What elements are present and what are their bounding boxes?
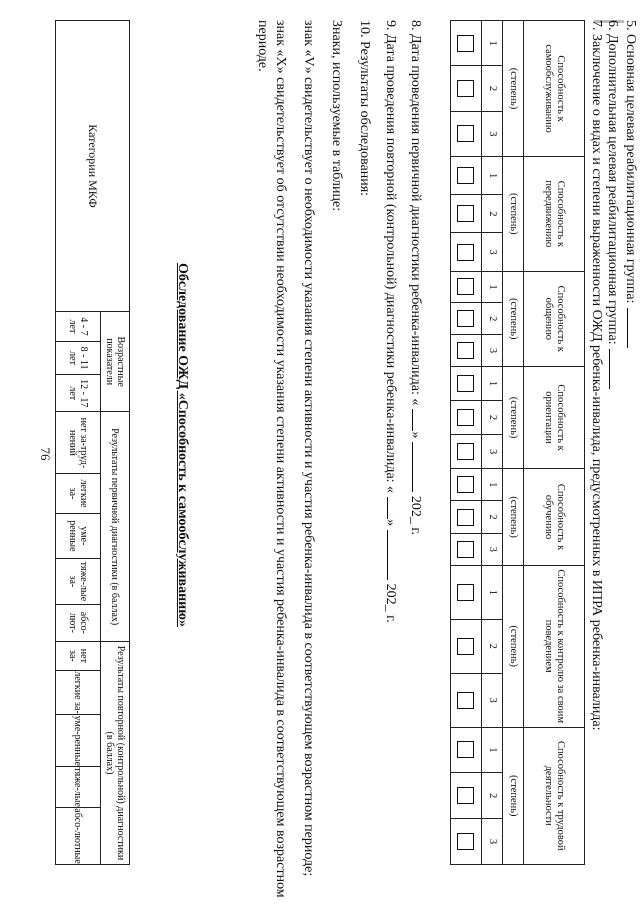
item-8-day-blank[interactable] bbox=[412, 409, 425, 431]
score-col-repeat: уме-ренные bbox=[56, 715, 101, 767]
degree-label: (степень) bbox=[503, 727, 524, 864]
abilities-table bbox=[450, 20, 585, 865]
degree-2: 2 bbox=[482, 773, 503, 819]
sign-x-cont: периоде. bbox=[255, 20, 270, 72]
col-communication: Способность к общению bbox=[524, 271, 585, 366]
checkbox-cell bbox=[451, 819, 482, 865]
degree-3: 3 bbox=[482, 111, 503, 156]
checkbox-cell bbox=[451, 195, 482, 233]
score-col: тяже-лые за- bbox=[56, 559, 101, 605]
col-self-care: Способность к самообслуживанию bbox=[524, 21, 585, 157]
checkbox-cell bbox=[451, 435, 482, 469]
checkbox[interactable] bbox=[458, 375, 475, 392]
item-9-quote: » bbox=[383, 519, 398, 527]
checkbox-cell bbox=[451, 157, 482, 195]
checkbox-cell bbox=[451, 366, 482, 400]
item-9 bbox=[382, 20, 400, 623]
item-8-text: 8. Дата проведения первичной диагностики ребенка-инвалида: « bbox=[408, 20, 423, 406]
degree-1: 1 bbox=[482, 21, 503, 66]
age-col: 8 - 11 лет bbox=[56, 341, 101, 374]
checkbox[interactable] bbox=[458, 692, 475, 709]
degree-3: 3 bbox=[482, 435, 503, 469]
survey-table bbox=[55, 20, 130, 865]
degree-label: (степень) bbox=[503, 469, 524, 566]
item-5 bbox=[622, 20, 640, 348]
degree-1: 1 bbox=[482, 565, 503, 619]
score-col: абсо-лют- bbox=[56, 604, 101, 641]
checkbox[interactable] bbox=[458, 342, 475, 359]
degree-1: 1 bbox=[482, 727, 503, 773]
col-work: Способность к трудовой деятельности bbox=[524, 727, 585, 864]
checkbox-cell bbox=[451, 21, 482, 66]
checkbox[interactable] bbox=[458, 244, 475, 261]
degree-2: 2 bbox=[482, 303, 503, 335]
item-6-blank[interactable] bbox=[609, 349, 622, 389]
col-behaviour: Способность к контролю за своим поведением bbox=[524, 565, 585, 727]
sign-v-text: знак «V» свидетельствует о необходимости указания степени активности и участия ребенка-инвалида в соответствующем возрастном периоде; bbox=[301, 20, 316, 877]
checkbox-cell bbox=[451, 271, 482, 303]
degree-2: 2 bbox=[482, 195, 503, 233]
rotated-document bbox=[0, 20, 640, 898]
degree-3: 3 bbox=[482, 819, 503, 865]
degree-3: 3 bbox=[482, 233, 503, 271]
primary-header: Результаты первичной диагностики (в баллах) bbox=[101, 412, 130, 642]
item-5-text: 5. Основная целевая реабилитационная группа: bbox=[623, 20, 638, 304]
checkbox[interactable] bbox=[458, 638, 475, 655]
checkbox-cell bbox=[451, 727, 482, 773]
score-col-repeat: нет за- bbox=[56, 641, 101, 670]
checkbox-cell bbox=[451, 335, 482, 367]
degree-label: (степень) bbox=[503, 157, 524, 272]
checkbox[interactable] bbox=[458, 787, 475, 804]
page-number: 76 bbox=[38, 447, 53, 461]
checkbox-cell bbox=[451, 401, 482, 435]
checkbox-cell bbox=[451, 111, 482, 156]
item-9-day-blank[interactable] bbox=[387, 497, 400, 519]
degree-3: 3 bbox=[482, 335, 503, 367]
category-header: Категории МКФ bbox=[56, 21, 130, 312]
degree-2: 2 bbox=[482, 501, 503, 533]
col-learning: Способность к обучению bbox=[524, 469, 585, 566]
item-8 bbox=[407, 20, 425, 535]
age-col: 4 - 7 лет bbox=[56, 312, 101, 342]
checkbox[interactable] bbox=[458, 167, 475, 184]
degree-1: 1 bbox=[482, 271, 503, 303]
checkbox-cell bbox=[451, 619, 482, 673]
score-col: нет за-труд-нений bbox=[56, 412, 101, 474]
checkbox[interactable] bbox=[458, 541, 475, 558]
checkbox-cell bbox=[451, 233, 482, 271]
score-col: легкие за- bbox=[56, 474, 101, 513]
checkbox[interactable] bbox=[458, 833, 475, 850]
degree-2: 2 bbox=[482, 619, 503, 673]
degree-2: 2 bbox=[482, 401, 503, 435]
checkbox[interactable] bbox=[458, 409, 475, 426]
checkbox[interactable] bbox=[458, 584, 475, 601]
checkbox-cell bbox=[451, 501, 482, 533]
checkbox[interactable] bbox=[458, 125, 475, 142]
col-orientation: Способность к ориентации bbox=[524, 366, 585, 468]
checkbox[interactable] bbox=[458, 205, 475, 222]
item-10: 10. Результаты обследования: bbox=[357, 20, 372, 197]
repeat-header: Результаты повторной (контрольной) диагностики (в баллах) bbox=[101, 641, 130, 864]
score-col-repeat: легкие за- bbox=[56, 670, 101, 715]
item-8-month-blank[interactable] bbox=[412, 442, 425, 492]
score-col-repeat: тяже-лые bbox=[56, 767, 101, 808]
item-9-month-blank[interactable] bbox=[387, 530, 400, 580]
item-8-year: 202_ г. bbox=[408, 495, 423, 536]
checkbox[interactable] bbox=[458, 278, 475, 295]
col-movement: Способность к передвижению bbox=[524, 157, 585, 272]
checkbox-cell bbox=[451, 673, 482, 727]
sign-x-text: знак «X» свидетельствует об отсутствии необходимости указания степени активности и участия ребенка-инвалида в соответствующем возрастном bbox=[273, 20, 288, 898]
checkbox-cell bbox=[451, 303, 482, 335]
checkbox[interactable] bbox=[458, 476, 475, 493]
degree-1: 1 bbox=[482, 366, 503, 400]
score-col-repeat: абсо-лютные bbox=[56, 808, 101, 865]
degree-label: (степень) bbox=[503, 366, 524, 468]
checkbox[interactable] bbox=[458, 443, 475, 460]
checkbox[interactable] bbox=[458, 509, 475, 526]
degree-2: 2 bbox=[482, 66, 503, 111]
degree-3: 3 bbox=[482, 673, 503, 727]
item-9-text: 9. Дата проведения повторной (контрольной) диагностики ребенка-инвалида: « bbox=[383, 20, 398, 494]
checkbox[interactable] bbox=[458, 741, 475, 758]
age-col: 12 - 17 лет bbox=[56, 375, 101, 412]
signs-legend: Знаки, используемые в таблице: bbox=[329, 20, 344, 212]
item-8-quote: » bbox=[408, 431, 423, 439]
checkbox-cell bbox=[451, 565, 482, 619]
survey-heading: Обследование ОЖД «Способность к самообслуживанию» bbox=[175, 263, 190, 627]
checkbox[interactable] bbox=[458, 310, 475, 327]
score-col: уме-ренные bbox=[56, 513, 101, 559]
degree-1: 1 bbox=[482, 469, 503, 501]
item-9-year: 202_ г. bbox=[383, 583, 398, 623]
item-5-blank[interactable] bbox=[627, 308, 640, 348]
checkbox[interactable] bbox=[458, 35, 475, 52]
checkbox-cell bbox=[451, 773, 482, 819]
degree-label: (степень) bbox=[503, 565, 524, 727]
item-6 bbox=[604, 20, 622, 389]
item-7: 7. Заключение о видах и степени выраженности ОЖД ребенка-инвалида, предусмотренных в ИПРА ребенка-инвалида: bbox=[589, 20, 604, 731]
checkbox-cell bbox=[451, 533, 482, 565]
checkbox-cell bbox=[451, 66, 482, 111]
checkbox[interactable] bbox=[458, 80, 475, 97]
checkbox-cell bbox=[451, 469, 482, 501]
degree-label: (степень) bbox=[503, 21, 524, 157]
age-header: Возрастные показатели bbox=[101, 312, 130, 412]
degree-label: (степень) bbox=[503, 271, 524, 366]
degree-1: 1 bbox=[482, 157, 503, 195]
item-6-text: 6. Дополнительная целевая реабилитационная группа: bbox=[605, 20, 620, 345]
degree-3: 3 bbox=[482, 533, 503, 565]
